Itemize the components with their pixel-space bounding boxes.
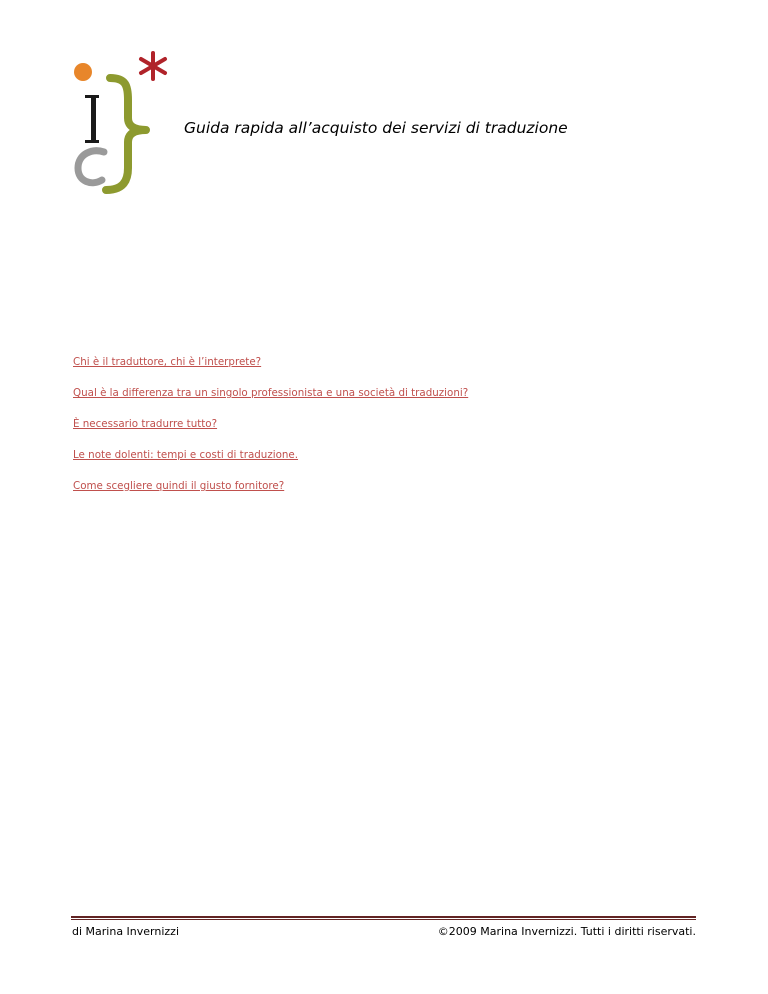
toc-link-times-costs[interactable]: Le note dolenti: tempi e costi di traduzione. [73, 449, 299, 461]
footer-divider-thin [71, 919, 696, 920]
document-title: Guida rapida all’acquisto dei servizi di traduzione [184, 119, 568, 137]
toc-link-choose-supplier[interactable]: Come scegliere quindi il giusto fornitore? [73, 480, 285, 492]
logo-letter-i [85, 95, 99, 143]
footer-author: di Marina Invernizzi [72, 925, 180, 938]
logo-letter-c [78, 151, 104, 183]
footer-copyright: ©2009 Marina Invernizzi. Tutti i diritti riservati. [437, 925, 696, 938]
logo-asterisk [141, 53, 165, 79]
toc-link-translate-everything[interactable]: È necessario tradurre tutto? [73, 418, 218, 430]
company-logo [66, 50, 174, 195]
toc-link-professional-vs-agency[interactable]: Qual è la differenza tra un singolo professionista e una società di traduzioni? [73, 387, 469, 399]
logo-brace [106, 78, 146, 190]
logo-dot [74, 63, 92, 81]
table-of-contents [73, 356, 468, 511]
toc-link-translator-interpreter[interactable]: Chi è il traduttore, chi è l’interprete? [73, 356, 262, 368]
footer-divider-thick [71, 916, 696, 918]
